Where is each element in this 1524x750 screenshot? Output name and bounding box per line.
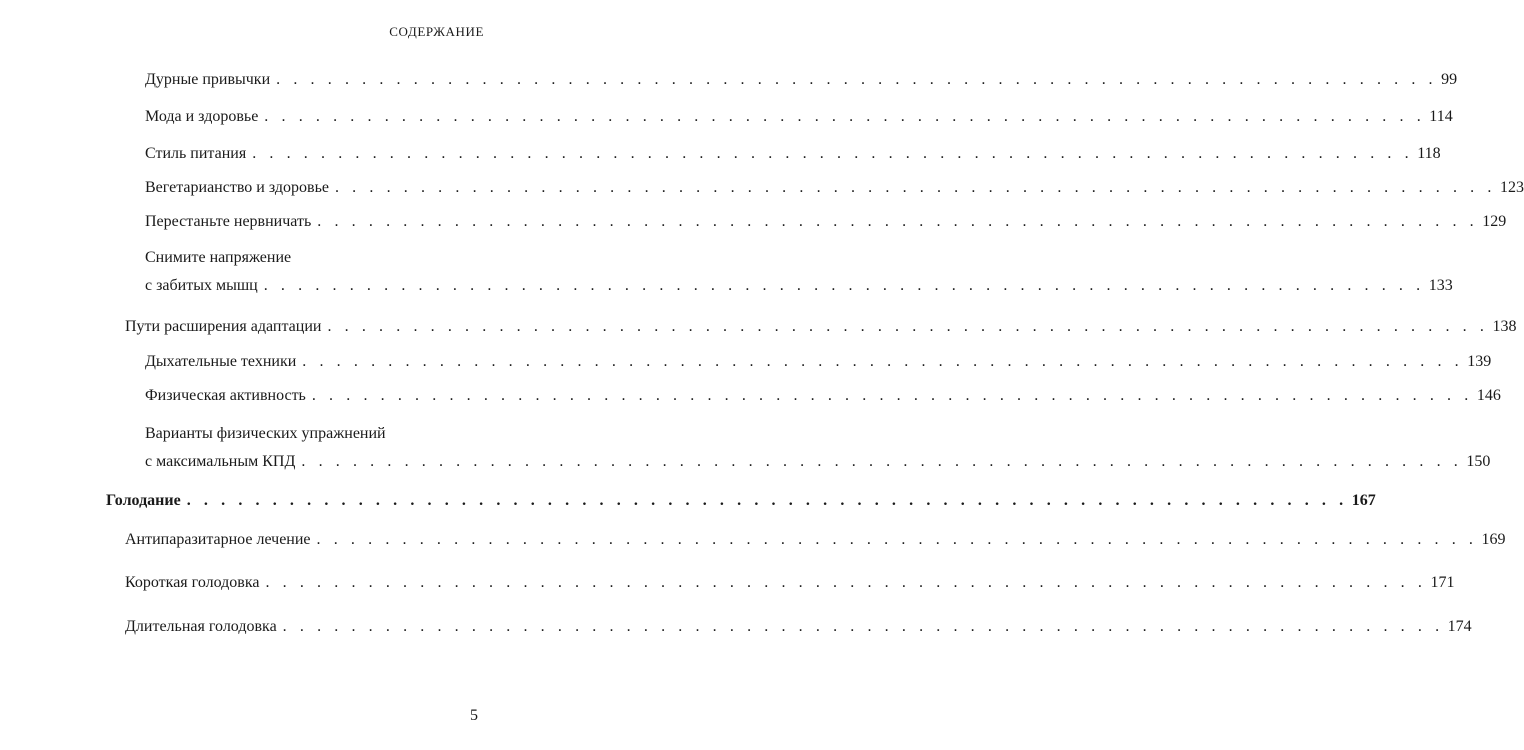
toc-leader-dots: . . . . . . . . . . . . . . . . . . . . . . . . . . . . . . . . . . . . . . . . . . . . . . . . . . . . . . . . . . . . . . . . . . . . <box>264 108 1426 125</box>
toc-entry-page: 99 <box>1441 71 1458 88</box>
toc-entry <box>145 212 1507 232</box>
toc-chapter-page: 167 <box>1351 492 1376 509</box>
toc-entry <box>145 178 1524 198</box>
toc-entry-page: 171 <box>1430 574 1455 591</box>
toc-leader-dots: . . . . . . . . . . . . . . . . . . . . . . . . . . . . . . . . . . . . . . . . . . . . . . . . . . . . . . . . . . . . . . . . . . . . <box>263 277 1425 294</box>
toc-leader-dots: . . . . . . . . . . . . . . . . . . . . . . . . . . . . . . . . . . . . . . . . . . . . . . . . . . . . . . . . . . . . . . . . . . . . <box>265 574 1427 591</box>
toc-entry-title-line1: Варианты физических упражнений <box>145 425 386 442</box>
toc-entry-page: 123 <box>1499 179 1524 196</box>
toc-leader-dots: . . . . . . . . . . . . . . . . . . . . . . . . . . . . . . . . . . . . . . . . . . . . . . . . . . . . . . . . . . . . . . . . . . . . <box>276 71 1438 88</box>
toc-entry-page: 146 <box>1476 387 1501 404</box>
toc-entry-page: 118 <box>1417 145 1441 162</box>
toc-entry-title: Короткая голодовка <box>125 574 260 591</box>
toc-entry-title: с забитых мышц <box>145 277 258 294</box>
running-head: СОДЕРЖАНИЕ <box>389 24 484 39</box>
toc-entry-page: 129 <box>1482 213 1507 230</box>
toc-leader-dots: . . . . . . . . . . . . . . . . . . . . . . . . . . . . . . . . . . . . . . . . . . . . . . . . . . . . . . . . . . . . . . . . . . . . <box>327 318 1489 335</box>
toc-entry-page: 150 <box>1466 453 1491 470</box>
toc-entry <box>145 107 1453 127</box>
toc-entry-page: 138 <box>1492 318 1517 335</box>
toc-entry <box>145 144 1441 164</box>
toc-entry-title: Мода и здоровье <box>145 108 259 125</box>
toc-entry-title: Дыхательные техники <box>145 353 297 370</box>
toc-leader-dots: . . . . . . . . . . . . . . . . . . . . . . . . . . . . . . . . . . . . . . . . . . . . . . . . . . . . . . . . . . . . . . . . . . . . <box>317 213 1479 230</box>
toc-entry-title: Перестаньте нервничать <box>145 213 312 230</box>
toc-entry-page: 114 <box>1429 108 1453 125</box>
toc-entry <box>145 70 1458 90</box>
toc-entry <box>125 573 1455 593</box>
page-number: 5 <box>470 707 478 724</box>
toc-entry <box>125 617 1472 637</box>
toc-entry-page: 169 <box>1481 531 1506 548</box>
toc-leader-dots: . . . . . . . . . . . . . . . . . . . . . . . . . . . . . . . . . . . . . . . . . . . . . . . . . . . . . . . . . . . . . . . . . . . . <box>302 353 1464 370</box>
toc-entry <box>145 386 1501 406</box>
toc-leader-dots: . . . . . . . . . . . . . . . . . . . . . . . . . . . . . . . . . . . . . . . . . . . . . . . . . . . . . . . . . . . . . . . . . . . . <box>301 453 1463 470</box>
toc-entry <box>125 317 1517 337</box>
toc-leader-dots: . . . . . . . . . . . . . . . . . . . . . . . . . . . . . . . . . . . . . . . . . . . . . . . . . . . . . . . . . . . . . . . . . . . . <box>186 492 1348 509</box>
toc-chapter-title: Голодание <box>106 492 181 509</box>
toc-entry-page: 133 <box>1428 277 1453 294</box>
toc-chapter-entry <box>106 491 1376 511</box>
toc-entry <box>125 530 1506 550</box>
toc-entry <box>145 276 1453 296</box>
toc-entry-title: Длительная голодовка <box>125 618 277 635</box>
toc-entry-page: 174 <box>1447 618 1472 635</box>
toc-entry-title: Стиль питания <box>145 145 247 162</box>
toc-entry-title: Физическая активность <box>145 387 306 404</box>
toc-entry-title: Дурные привычки <box>145 71 271 88</box>
toc-entry <box>145 452 1491 472</box>
toc-entry-title-line1: Снимите напряжение <box>145 249 292 266</box>
toc-entry <box>145 352 1492 372</box>
toc-leader-dots: . . . . . . . . . . . . . . . . . . . . . . . . . . . . . . . . . . . . . . . . . . . . . . . . . . . . . . . . . . . . . . . . . . . . <box>282 618 1444 635</box>
toc-leader-dots: . . . . . . . . . . . . . . . . . . . . . . . . . . . . . . . . . . . . . . . . . . . . . . . . . . . . . . . . . . . . . . . . . . . . <box>334 179 1496 196</box>
toc-entry-title: с максимальным КПД <box>145 453 296 470</box>
toc-leader-dots: . . . . . . . . . . . . . . . . . . . . . . . . . . . . . . . . . . . . . . . . . . . . . . . . . . . . . . . . . . . . . . . . . . . . <box>311 387 1473 404</box>
toc-entry-page: 139 <box>1467 353 1492 370</box>
toc-entry-title: Пути расширения адаптации <box>125 318 322 335</box>
toc-entry-title: Вегетарианство и здоровье <box>145 179 329 196</box>
toc-leader-dots: . . . . . . . . . . . . . . . . . . . . . . . . . . . . . . . . . . . . . . . . . . . . . . . . . . . . . . . . . . . . . . . . . . . . <box>316 531 1478 548</box>
toc-leader-dots: . . . . . . . . . . . . . . . . . . . . . . . . . . . . . . . . . . . . . . . . . . . . . . . . . . . . . . . . . . . . . . . . . . . . <box>252 145 1414 162</box>
toc-entry-title: Антипаразитарное лечение <box>125 531 311 548</box>
